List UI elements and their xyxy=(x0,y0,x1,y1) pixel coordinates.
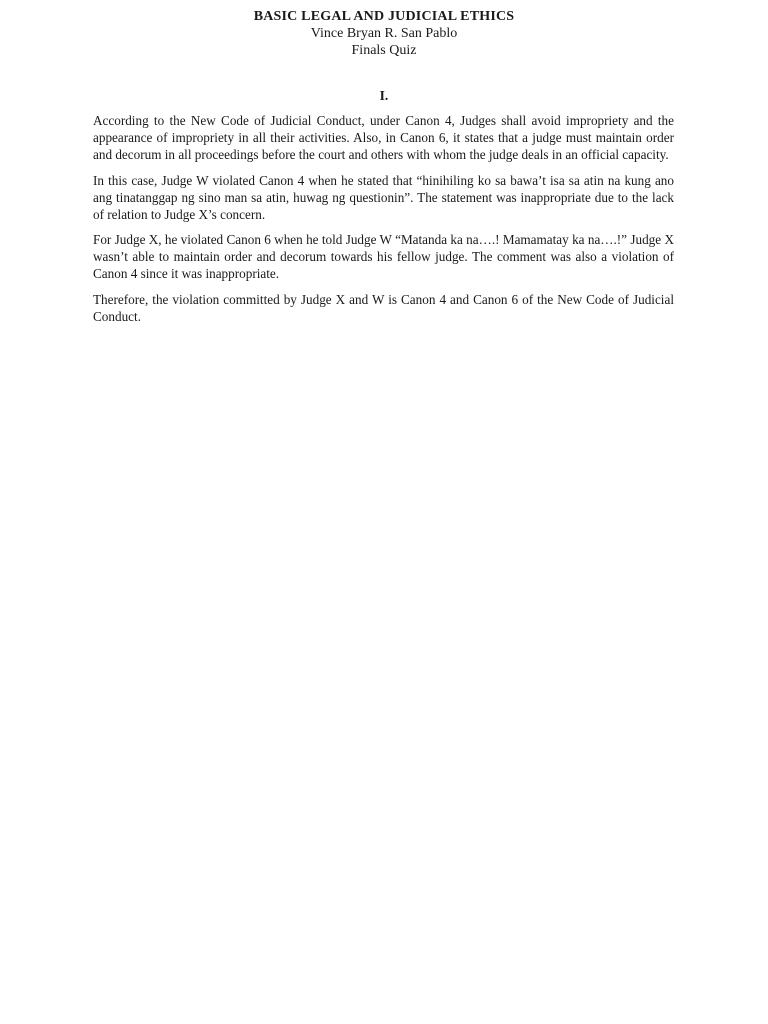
document-subtitle: Finals Quiz xyxy=(351,43,417,58)
paragraph-2: In this case, Judge W violated Canon 4 when he stated that “hinihiling ko sa bawa’t isa sa atin na kung ano ang tinatanggap ng sino man sa atin, huwag ng questionin”. The statement was inappropriate due to the lack of relation to Judge X’s concern. xyxy=(93,172,674,222)
paragraph-4: Therefore, the violation committed by Judge X and W is Canon 4 and Canon 6 of the New Code of Judicial Conduct. xyxy=(93,292,674,325)
section-heading: I. xyxy=(379,88,389,103)
document-header xyxy=(0,8,768,59)
document-title: BASIC LEGAL AND JUDICIAL ETHICS xyxy=(253,9,515,24)
paragraph-3: For Judge X, he violated Canon 6 when he told Judge W “Matanda ka na….! Mamamatay ka na….!” Judge X wasn’t able to maintain order and decorum towards his fellow judge. The comment was also a violation of Canon 4 since it was inappropriate. xyxy=(93,232,674,282)
document-body xyxy=(93,113,674,335)
paragraph-1: According to the New Code of Judicial Conduct, under Canon 4, Judges shall avoid impropriety and the appearance of impropriety in all their activities. Also, in Canon 6, it states that a judge must maintain order and decorum in all proceedings before the court and others with whom the judge deals in an official capacity. xyxy=(93,113,674,162)
author-name: Vince Bryan R. San Pablo xyxy=(310,26,458,41)
